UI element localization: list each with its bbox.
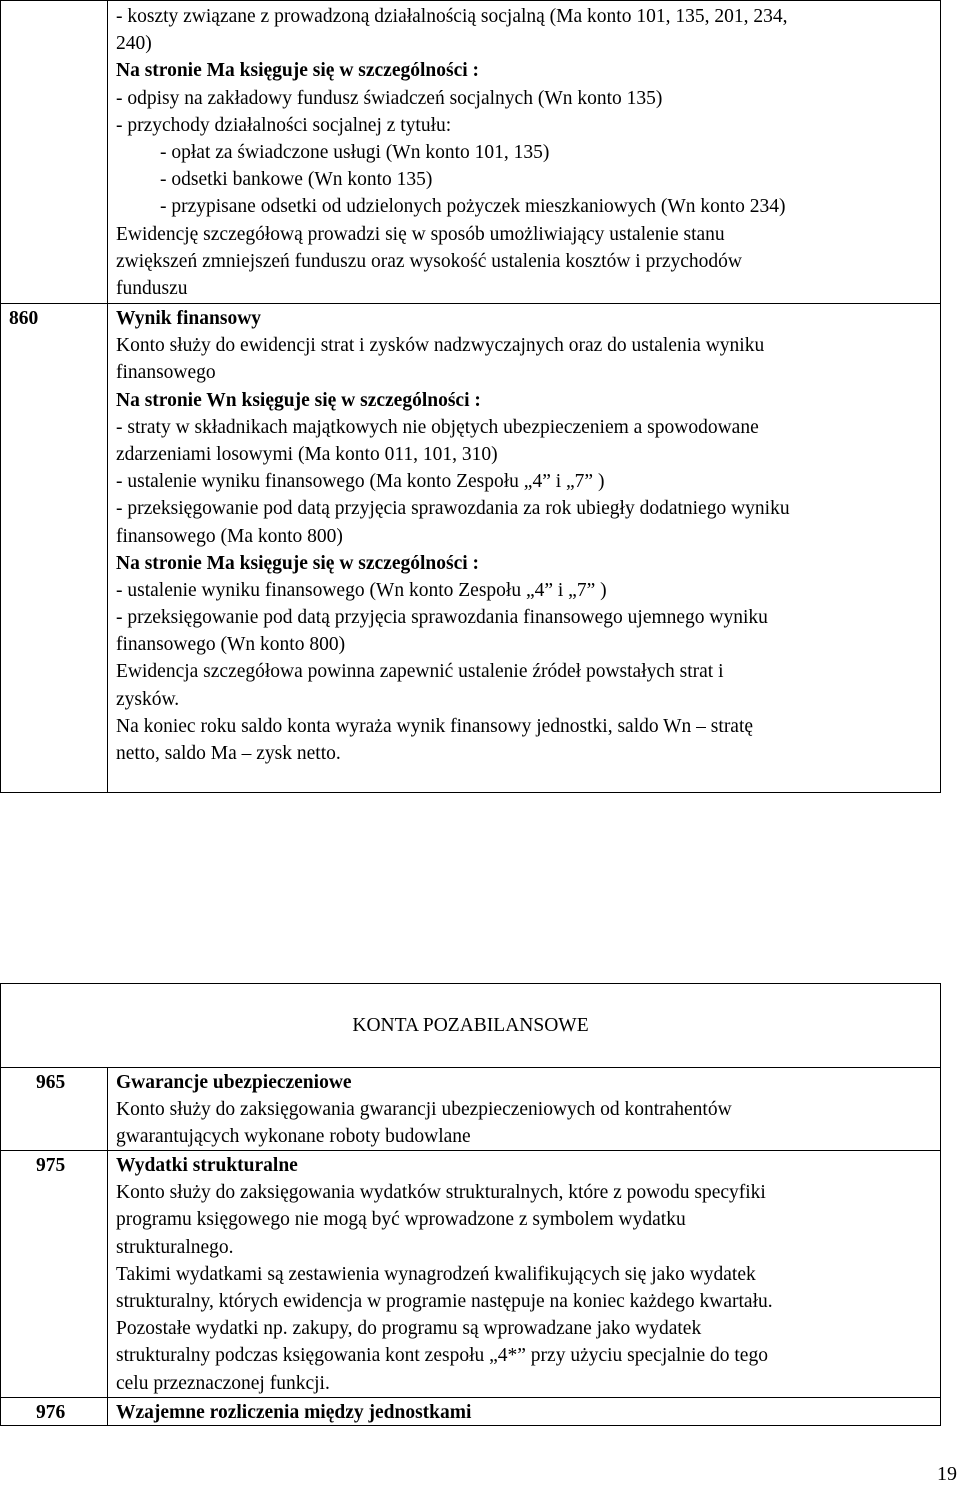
text-line: - przeksięgowanie pod datą przyjęcia sprawozdania finansowego ujemnego wyniku xyxy=(116,607,768,629)
section-title: KONTA POZABILANSOWE xyxy=(352,1015,589,1036)
text-line: Konto służy do ewidencji strat i zysków nadzwyczajnych oraz do ustalenia wyniku xyxy=(116,335,765,357)
text-line: finansowego xyxy=(116,362,216,384)
account-860-content xyxy=(116,305,790,767)
page-number: 19 xyxy=(937,1463,957,1485)
row-divider xyxy=(1,1067,940,1068)
text-line: - ustalenie wyniku finansowego (Ma konto Zespołu „4” i „7” ) xyxy=(116,471,605,493)
account-name: Wzajemne rozliczenia między jednostkami xyxy=(116,1402,472,1423)
text-line: Pozostałe wydatki np. zakupy, do programu są wprowadzane jako wydatek xyxy=(116,1318,702,1340)
text-line: - odsetki bankowe (Wn konto 135) xyxy=(160,169,433,191)
account-name: Gwarancje ubezpieczeniowe xyxy=(116,1072,352,1093)
section-subheading: Na stronie Wn księguje się w szczególności : xyxy=(116,389,481,411)
text-line: Ewidencja szczegółowa powinna zapewnić ustalenie źródeł powstałych strat i xyxy=(116,661,724,683)
account-name: Wynik finansowy xyxy=(116,308,262,329)
account-number: 975 xyxy=(36,1155,66,1176)
account-number: 860 xyxy=(9,308,39,329)
text-line: 240) xyxy=(116,33,152,55)
account-number: 965 xyxy=(36,1072,66,1093)
column-divider xyxy=(107,1,108,792)
text-line: - przeksięgowanie pod datą przyjęcia sprawozdania za rok ubiegły dodatniego wyniku xyxy=(116,498,790,520)
text-line: Ewidencję szczegółową prowadzi się w sposób umożliwiający ustalenie stanu xyxy=(116,223,725,245)
text-line: strukturalny, których ewidencja w programie następuje na koniec każdego kwartału. xyxy=(116,1290,773,1312)
text-line: Konto służy do zaksięgowania wydatków strukturalnych, które z powodu specyfiki xyxy=(116,1182,766,1204)
text-line: netto, saldo Ma – zysk netto. xyxy=(116,743,341,764)
text-line: Takimi wydatkami są zestawienia wynagrodzeń kwalifikujących się jako wydatek xyxy=(116,1263,756,1285)
column-divider xyxy=(107,1067,108,1425)
row-divider xyxy=(1,1397,940,1398)
text-line: zwiększeń zmniejszeń funduszu oraz wysokość ustalenia kosztów i przychodów xyxy=(116,250,742,272)
text-line: - przypisane odsetki od udzielonych pożyczek mieszkaniowych (Wn konto 234) xyxy=(160,196,786,218)
text-line: - straty w składnikach majątkowych nie objętych ubezpieczeniem a spowodowane xyxy=(116,416,759,438)
text-line: gwarantujących wykonane roboty budowlane xyxy=(116,1126,471,1148)
text-line: zdarzeniami losowymi (Ma konto 011, 101, 310) xyxy=(116,443,498,465)
row-divider xyxy=(1,1150,940,1151)
row-divider xyxy=(1,303,940,304)
text-line: finansowego (Ma konto 800) xyxy=(116,525,343,547)
text-line: strukturalnego. xyxy=(116,1236,234,1258)
off-balance-accounts-table xyxy=(0,983,941,1426)
text-line: - odpisy na zakładowy fundusz świadczeń socjalnych (Wn konto 135) xyxy=(116,87,663,109)
text-line: strukturalny podczas księgowania kont zespołu „4*” przy użyciu specjalnie do tego xyxy=(116,1345,768,1367)
continuation-text xyxy=(116,3,787,302)
text-line: zysków. xyxy=(116,688,180,710)
text-line: - ustalenie wyniku finansowego (Wn konto Zespołu „4” i „7” ) xyxy=(116,579,607,601)
section-subheading: Na stronie Ma księguje się w szczególności : xyxy=(116,60,480,82)
account-975-content xyxy=(116,1152,773,1397)
section-subheading: Na stronie Ma księguje się w szczególności : xyxy=(116,552,480,574)
account-976-content xyxy=(116,1399,471,1426)
text-line: funduszu xyxy=(116,277,188,299)
account-965-content xyxy=(116,1069,732,1151)
text-line: programu księgowego nie mogą być wprowadzone z symbolem wydatku xyxy=(116,1209,686,1231)
text-line: celu przeznaczonej funkcji. xyxy=(116,1372,330,1394)
text-line: - opłat za świadczone usługi (Wn konto 101, 135) xyxy=(160,141,550,163)
text-line: Konto służy do zaksięgowania gwarancji ubezpieczeniowych od kontrahentów xyxy=(116,1099,732,1121)
account-name: Wydatki strukturalne xyxy=(116,1155,298,1176)
text-line: - przychody działalności socjalnej z tytułu: xyxy=(116,114,452,136)
text-line: - koszty związane z prowadzoną działalnością socjalną (Ma konto 101, 135, 201, 234, xyxy=(116,6,788,27)
account-number: 976 xyxy=(36,1402,66,1423)
text-line: Na koniec roku saldo konta wyraża wynik finansowy jednostki, saldo Wn – stratę xyxy=(116,715,754,737)
text-line: finansowego (Wn konto 800) xyxy=(116,634,346,656)
